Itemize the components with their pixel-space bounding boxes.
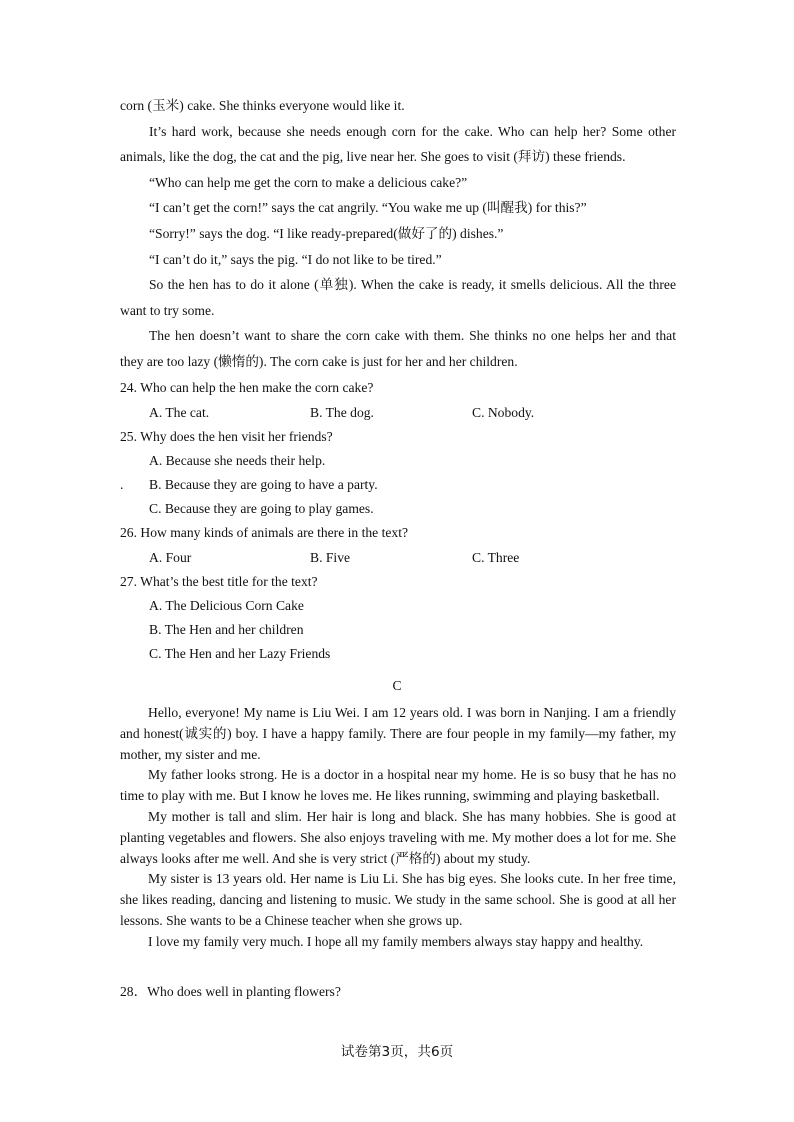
q26-option-a: A. Four (149, 550, 192, 565)
passage-b (120, 93, 676, 375)
passage-c-paragraph: My father looks strong. He is a doctor in a hospital near my home. He is so busy that he has no time to play with me. But I know he loves me. He likes running, swimming and playing basketball. (120, 767, 676, 804)
question-27: 27. What’s the best title for the text? (120, 574, 318, 589)
passage-b-paragraph: “I can’t do it,” says the pig. “I do not like to be tired.” (149, 251, 442, 267)
question-24: 24. Who can help the hen make the corn cake? (120, 380, 374, 395)
question-26: 26. How many kinds of animals are there in the text? (120, 525, 409, 540)
q25-option-c: C. Because they are going to play games. (149, 501, 374, 516)
passage-c-paragraph: My mother is tall and slim. Her hair is long and black. She has many hobbies. She is good at planting vegetables and flowers. She also enjoys traveling with me. My mother does a lot for me. She always looks after me well. And she is very strict (严格的) about my study. (120, 808, 676, 866)
q27-option-b: B. The Hen and her children (149, 622, 304, 637)
stray-dot: . (120, 477, 124, 492)
q25-option-a: A. Because she needs their help. (149, 453, 326, 468)
passage-c (120, 703, 676, 953)
passage-b-paragraph: “Who can help me get the corn to make a delicious cake?” (149, 174, 468, 190)
q27-option-c: C. The Hen and her Lazy Friends (149, 646, 331, 661)
question-25: 25. Why does the hen visit her friends? (120, 429, 333, 444)
passage-b-paragraph: “Sorry!” says the dog. “I like ready-prepared(做好了的) dishes.” (149, 225, 504, 241)
passage-b-paragraph: “I can’t get the corn!” says the cat angrily. “You wake me up (叫醒我) for this?” (149, 200, 587, 216)
page-footer: 试卷第3页，共6页 (340, 1044, 454, 1060)
q24-option-a: A. The cat. (149, 405, 210, 420)
passage-b-paragraph: corn (玉米) cake. She thinks everyone would like it. (120, 98, 405, 113)
passage-b-paragraph: The hen doesn’t want to share the corn cake with them. She thinks no one helps her and that they are too lazy (懒惰的). The corn cake is just for her and her children. (120, 328, 676, 369)
question-28: 28．Who does well in planting flowers? (120, 984, 341, 999)
section-c-heading: C (392, 678, 402, 693)
q24-option-b: B. The dog. (310, 405, 374, 420)
passage-b-paragraph: So the hen has to do it alone (单独). When the cake is ready, it smells delicious. All the three want to try some. (120, 277, 676, 318)
q26-option-c: C. Three (472, 550, 520, 565)
passage-c-paragraph: Hello, everyone! My name is Liu Wei. I am 12 years old. I was born in Nanjing. I am a friendly and honest(诚实的) boy. I have a happy family. There are four people in my family—my father, my mother, my sister and me. (120, 705, 676, 762)
q24-option-c: C. Nobody. (472, 405, 535, 420)
q27-option-a: A. The Delicious Corn Cake (149, 598, 304, 613)
q25-option-b: B. Because they are going to have a party. (149, 477, 378, 492)
passage-c-paragraph: My sister is 13 years old. Her name is Liu Li. She has big eyes. She looks cute. In her free time, she likes reading, dancing and listening to music. We study in the same school. She is good at all her lessons. She wants to be a Chinese teacher when she grows up. (120, 871, 676, 928)
passage-c-paragraph: I love my family very much. I hope all my family members always stay happy and healthy. (148, 933, 644, 949)
passage-b-paragraph: It’s hard work, because she needs enough corn for the cake. Who can help her? Some other animals, like the dog, the cat and the pig, live near her. She goes to visit (拜访) these friends. (120, 123, 676, 165)
q26-option-b: B. Five (310, 550, 351, 565)
